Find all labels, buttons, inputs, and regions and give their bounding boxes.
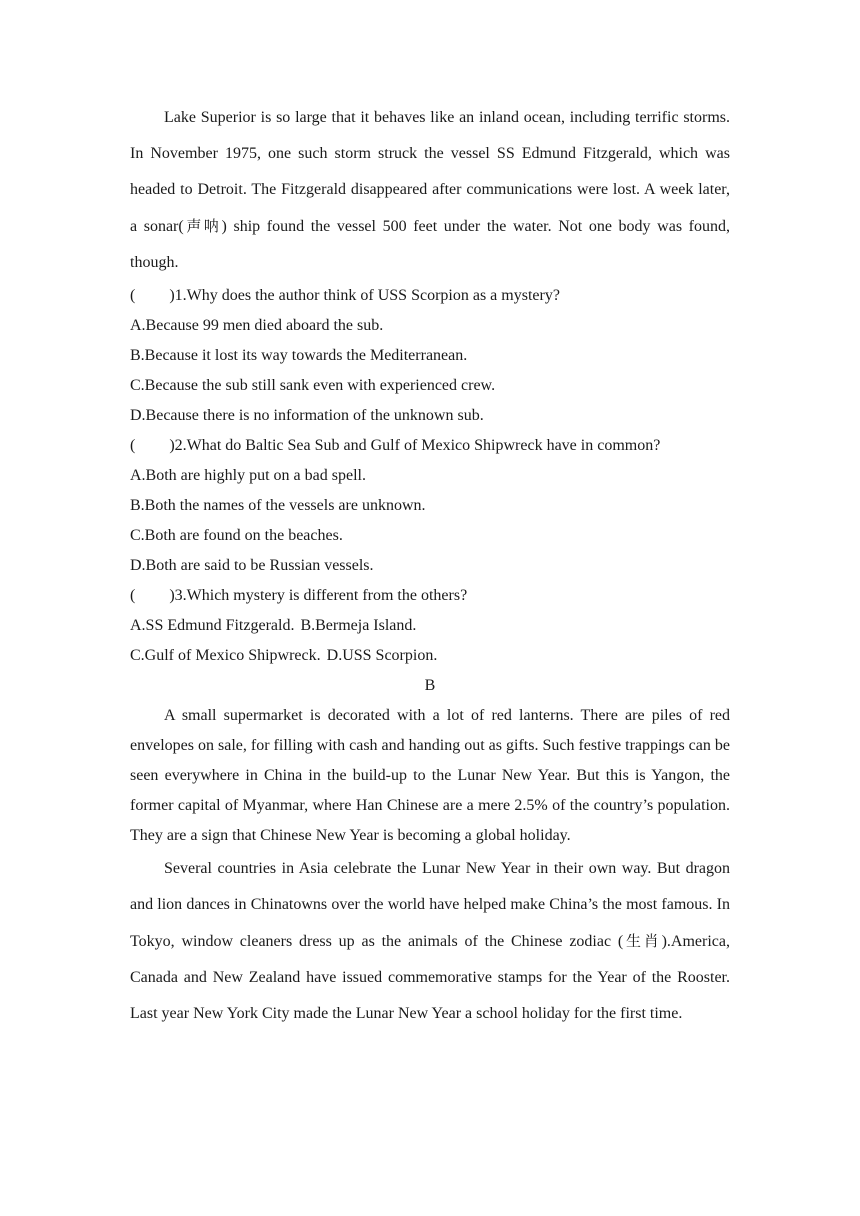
option-c: C.Both are found on the beaches. <box>130 527 343 544</box>
option-a: A.Both are highly put on a bad spell. <box>130 467 366 484</box>
question-text: )1.Why does the author think of USS Scorpion as a mystery? <box>169 287 560 304</box>
options-row-1 <box>130 611 730 641</box>
option-d: D.USS Scorpion. <box>326 647 438 664</box>
document-page <box>130 100 730 1032</box>
options-row-2 <box>130 641 730 671</box>
answer-bracket-open: ( <box>130 587 136 604</box>
option-b: B.Because it lost its way towards the Mediterranean. <box>130 347 468 364</box>
passage-a-final-paragraph <box>130 100 730 281</box>
option-b: B.Bermeja Island. <box>300 617 417 634</box>
option-c: C.Gulf of Mexico Shipwreck. <box>130 647 321 664</box>
question-3 <box>130 581 730 671</box>
option-d: D.Both are said to be Russian vessels. <box>130 557 374 574</box>
option-d: D.Because there is no information of the unknown sub. <box>130 407 484 424</box>
passage-a-text-tail: ) ship found the vessel 500 feet under the water. Not one body was found, though. <box>130 218 730 271</box>
question-stem <box>130 431 730 461</box>
option-a: A.Because 99 men died aboard the sub. <box>130 317 384 334</box>
passage-a-text: Lake Superior is so large that it behaves like an inland ocean, including terrific storms. In November 1975, one such storm struck the vessel SS Edmund Fitzgerald, which was headed to Detroit. The Fitzgerald disappeared after communications were lost. A week later, a sonar( <box>130 109 730 235</box>
section-b-paragraph-2 <box>130 851 730 1032</box>
answer-bracket-open: ( <box>130 287 136 304</box>
zodiac-chinese-gloss: 生肖 <box>623 932 662 950</box>
sonar-chinese-gloss: 声呐 <box>183 217 222 235</box>
paragraph-2-text: Several countries in Asia celebrate the Lunar New Year in their own way. But dragon and lion dances in Chinatowns over the world have helped make China’s the most famous. In Tokyo, window cleaners dress up as the animals of the Chinese zodiac ( <box>130 860 730 950</box>
option-a: A.SS Edmund Fitzgerald. <box>130 617 295 634</box>
question-text: )2.What do Baltic Sea Sub and Gulf of Mexico Shipwreck have in common? <box>169 437 661 454</box>
section-b-heading: B <box>424 677 436 694</box>
answer-bracket-open: ( <box>130 437 136 454</box>
option-c: C.Because the sub still sank even with experienced crew. <box>130 377 496 394</box>
paragraph-2-text-tail: ).America, Canada and New Zealand have issued commemorative stamps for the Year of the Rooster. Last year New York City made the Lunar New Year a school holiday for the first time. <box>130 933 730 1022</box>
section-b-paragraph-1: A small supermarket is decorated with a lot of red lanterns. There are piles of red envelopes on sale, for filling with cash and handing out as gifts. Such festive trappings can be seen everywhere in China in the build-up to the Lunar New Year. But this is Yangon, the former capital of Myanmar, where Han Chinese are a mere 2.5% of the country’s population. They are a sign that Chinese New Year is becoming a global holiday. <box>130 707 730 844</box>
question-stem <box>130 581 730 611</box>
question-text: )3.Which mystery is different from the others? <box>169 587 468 604</box>
question-2 <box>130 431 730 581</box>
option-b: B.Both the names of the vessels are unknown. <box>130 497 426 514</box>
question-1 <box>130 281 730 431</box>
question-stem <box>130 281 730 311</box>
